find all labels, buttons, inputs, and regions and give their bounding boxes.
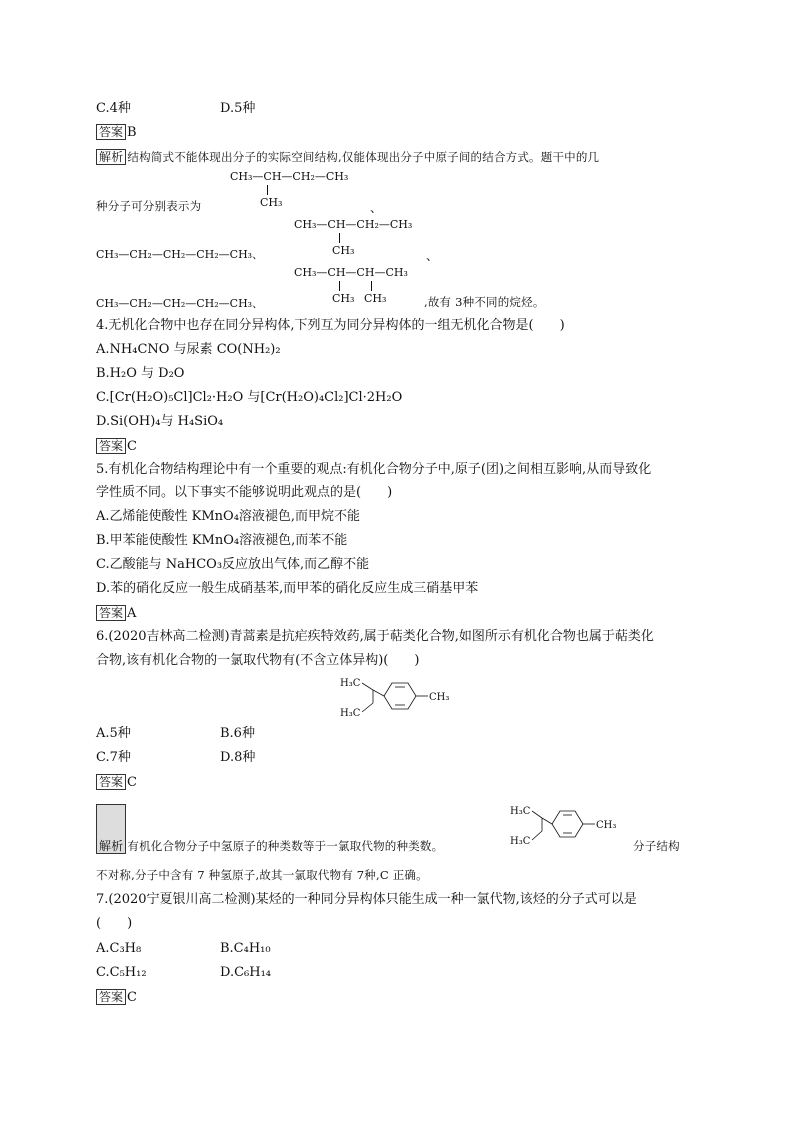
answer-value: C [127,775,137,790]
q4-option-b: B.H₂O 与 D₂O [96,366,185,381]
bond-line [371,281,372,291]
q5-stem-line2: 学性质不同。以下事实不能够说明此观点的是( ) [96,485,393,500]
q5-option-c: C.乙酸能与 NaHCO₃反应放出气体,而乙醇不能 [96,557,370,572]
q6-explanation-line2: 不对称,分子中含有 7 种氢原子,故其一氯取代物有 7种,C 正确。 [96,868,428,882]
q3-explanation-conclusion: ,故有 3种不同的烷烃。 [424,295,545,309]
answer-tag: 答案 [96,605,126,621]
q5-option-d: D.苯的硝化反应一般生成硝基苯,而甲苯的硝化反应生成三硝基甲苯 [96,581,479,596]
answer-value: C [127,990,137,1005]
q7-option-c: C.C₅H₁₂ [96,965,147,980]
q3-option-c: C.4种 [96,101,131,116]
bond-line [267,185,268,195]
q7-option-b: B.C₄H₁₀ [220,941,271,956]
q6-stem-line1: 6.(2020吉林高二检测)青蒿素是抗疟疾特效药,属于萜类化合物,如图所示有机化合物也属于萜类化 [96,629,654,644]
structure-2-3-dimethylbutane: CH₃—CH—CH—CH₃ CH₃ CH₃ [294,266,408,305]
q3-explanation-line1: 解析 结构简式不能体现出分子的实际空间结构,仅能体现出分子中原子间的结合方式。题干中的几 [96,149,599,165]
answer-tag: 答案 [96,438,126,454]
q4-option-d: D.Si(OH)₄与 H₄SiO₄ [96,414,224,429]
enum-comma: 、 [370,201,383,215]
q4-option-c: C.[Cr(H₂O)₅Cl]Cl₂·H₂O 与[Cr(H₂O)₄Cl₂]Cl·2H₂O [96,390,403,405]
q6-explanation-line1-tail: 分子结构 [633,839,680,853]
q7-option-d: D.C₆H₁₄ [220,965,272,980]
mol-label-h3c-bottom: H₃C [510,836,531,847]
bond-line [339,281,340,291]
answer-tag: 答案 [96,124,126,140]
q7-stem-line2: ( ) [96,916,133,931]
structure-pentane-a: CH₃—CH₂—CH₂—CH₂—CH₃、 [96,248,264,261]
mol-label-ch3: CH₃ [429,692,450,703]
answer-tag: 答案 [96,774,126,790]
explanation-tag: 解析 [96,149,126,165]
explanation-tag: 解析 [96,839,126,854]
bond-line [339,233,340,243]
q6-option-a: A.5种 [96,726,131,741]
q6-answer [96,774,137,791]
structure-2-methylbutane-a: CH₃—CH—CH₂—CH₃ CH₃ [230,170,349,209]
mol-label-h3c-top: H₃C [340,678,361,689]
q3-answer [96,124,137,141]
q5-answer [96,605,136,622]
q6-option-b: B.6种 [220,726,255,741]
q4-stem: 4.无机化合物中也存在同分异构体,下列互为同分异构体的一组无机化合物是( ) [96,318,565,333]
bond-line [373,690,384,696]
q3-option-d: D.5种 [220,101,256,116]
mol-label-h3c-bottom: H₃C [340,708,361,719]
p-cymene-structure-figure [340,672,460,722]
q5-stem-line1: 5.有机化合物结构理论中有一个重要的观点:有机化合物分子中,原子(团)之间相互影响,从而导致化 [96,462,652,477]
structure-pentane-b: CH₃—CH₂—CH₂—CH₂—CH₃、 [96,297,264,310]
q6-option-d: D.8种 [220,750,256,765]
mol-label-h3c-top: H₃C [510,806,531,817]
q6-option-c: C.7种 [96,750,131,765]
enum-comma: 、 [426,249,439,263]
q6-stem-line2: 合物,该有机化合物的一氯取代物有(不含立体异构)( ) [96,653,420,668]
q3-explanation-line2: 种分子可分别表示为 [96,199,202,213]
mol-label-ch3: CH₃ [596,820,617,831]
answer-value: A [127,606,137,621]
bond-line [542,818,552,824]
structure-2-methylbutane-b: CH₃—CH—CH₂—CH₃ CH₃ [294,218,413,257]
bond-line [532,811,542,818]
q5-option-a: A.乙烯能使酸性 KMnO₄溶液褪色,而甲烷不能 [96,509,361,524]
answer-value: C [127,439,137,454]
p-cymene-structure-figure-explanation [510,802,625,852]
q6-explanation-line1: 解析 有机化合物分子中氢原子的种类数等于一氯取代物的种类数。 [96,838,443,854]
q7-answer [96,989,137,1006]
q5-option-b: B.甲苯能使酸性 KMnO₄溶液褪色,而苯不能 [96,533,348,548]
q7-option-a: A.C₃H₈ [96,941,142,956]
q4-answer [96,438,137,455]
bond-line [362,703,373,712]
bond-line [362,683,373,690]
answer-value: B [127,125,137,140]
answer-tag: 答案 [96,989,126,1005]
q7-stem-line1: 7.(2020宁夏银川高二检测)某烃的一种同分异构体只能生成一种一氯代物,该烃的分子式可以是 [96,892,637,907]
q4-option-a: A.NH₄CNO 与尿素 CO(NH₂)₂ [96,342,281,357]
bond-line [532,831,542,840]
